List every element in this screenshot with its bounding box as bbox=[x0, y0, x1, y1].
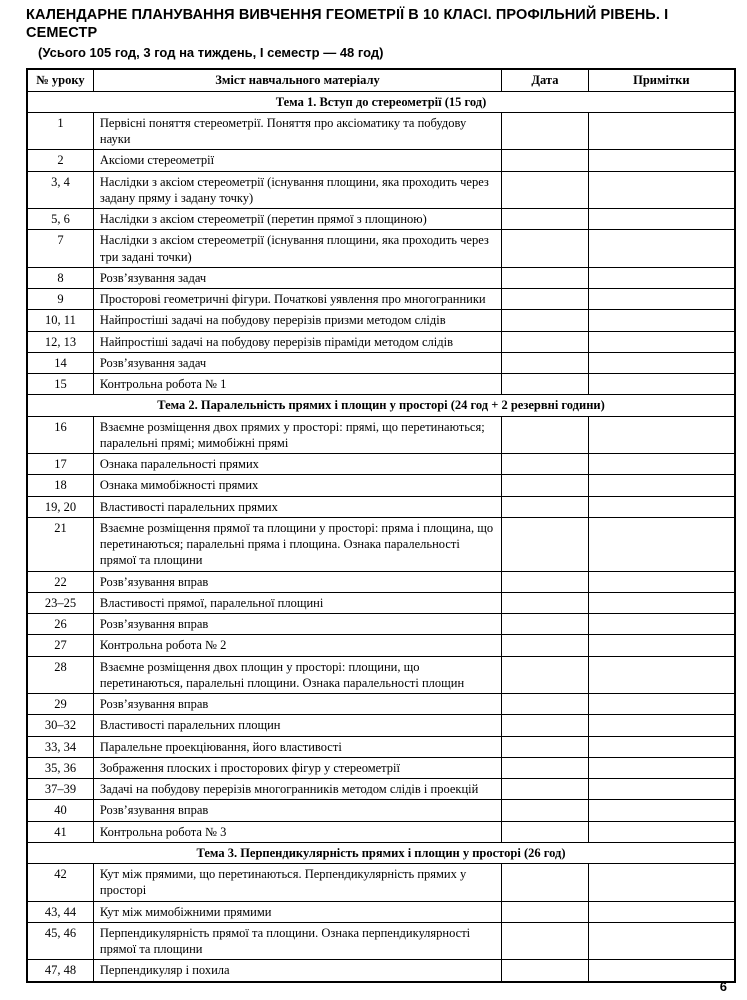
notes-cell bbox=[588, 454, 735, 475]
table-row bbox=[27, 736, 735, 757]
table-row bbox=[27, 901, 735, 922]
content-cell: Наслідки з аксіом стереометрії (існування площини, яка проходить через три задані точки) bbox=[93, 230, 501, 268]
date-cell bbox=[502, 592, 588, 613]
content-cell: Наслідки з аксіом стереометрії (перетин прямої з площиною) bbox=[93, 209, 501, 230]
content-cell: Розв’язування вправ bbox=[93, 800, 501, 821]
table-row bbox=[27, 715, 735, 736]
lesson-number-cell: 7 bbox=[27, 230, 93, 268]
content-cell: Кут між мимобіжними прямими bbox=[93, 901, 501, 922]
lesson-number-cell: 1 bbox=[27, 112, 93, 150]
content-cell: Властивості паралельних площин bbox=[93, 715, 501, 736]
date-cell bbox=[502, 635, 588, 656]
lesson-number-cell: 15 bbox=[27, 374, 93, 395]
content-cell: Контрольна робота № 1 bbox=[93, 374, 501, 395]
table-row bbox=[27, 800, 735, 821]
page-subtitle: (Усього 105 год, 3 год на тиждень, І семестр — 48 год) bbox=[38, 45, 384, 61]
content-cell: Контрольна робота № 3 bbox=[93, 821, 501, 842]
content-cell: Розв’язування вправ bbox=[93, 571, 501, 592]
table-row bbox=[27, 496, 735, 517]
table-row bbox=[27, 230, 735, 268]
notes-cell bbox=[588, 960, 735, 982]
table-row bbox=[27, 614, 735, 635]
page-number: 6 bbox=[719, 979, 727, 994]
content-cell: Просторові геометричні фігури. Початкові уявлення про многогранники bbox=[93, 289, 501, 310]
notes-cell bbox=[588, 779, 735, 800]
content-cell: Властивості прямої, паралельної площині bbox=[93, 592, 501, 613]
lesson-number-cell: 29 bbox=[27, 694, 93, 715]
lesson-number-cell: 5, 6 bbox=[27, 209, 93, 230]
content-cell: Розв’язування задач bbox=[93, 267, 501, 288]
notes-cell bbox=[588, 715, 735, 736]
lesson-number-cell: 33, 34 bbox=[27, 736, 93, 757]
notes-cell bbox=[588, 736, 735, 757]
date-cell bbox=[502, 800, 588, 821]
date-cell bbox=[502, 150, 588, 171]
date-cell bbox=[502, 230, 588, 268]
notes-cell bbox=[588, 694, 735, 715]
date-cell bbox=[502, 901, 588, 922]
date-cell bbox=[502, 454, 588, 475]
lesson-number-cell: 9 bbox=[27, 289, 93, 310]
section-row bbox=[27, 842, 735, 863]
date-cell bbox=[502, 517, 588, 571]
notes-cell bbox=[588, 821, 735, 842]
date-cell bbox=[502, 779, 588, 800]
content-cell: Ознака паралельності прямих bbox=[93, 454, 501, 475]
lesson-number-cell: 10, 11 bbox=[27, 310, 93, 331]
notes-cell bbox=[588, 635, 735, 656]
lesson-number-cell: 2 bbox=[27, 150, 93, 171]
content-cell: Ознака мимобіжності прямих bbox=[93, 475, 501, 496]
header-row bbox=[27, 69, 735, 91]
notes-cell bbox=[588, 901, 735, 922]
lesson-number-cell: 19, 20 bbox=[27, 496, 93, 517]
date-cell bbox=[502, 694, 588, 715]
section-row bbox=[27, 91, 735, 112]
table-row bbox=[27, 656, 735, 694]
column-header-date: Дата bbox=[502, 69, 588, 91]
notes-cell bbox=[588, 310, 735, 331]
notes-cell bbox=[588, 209, 735, 230]
content-cell: Аксіоми стереометрії bbox=[93, 150, 501, 171]
notes-cell bbox=[588, 112, 735, 150]
notes-cell bbox=[588, 496, 735, 517]
lesson-number-cell: 27 bbox=[27, 635, 93, 656]
notes-cell bbox=[588, 171, 735, 209]
date-cell bbox=[502, 209, 588, 230]
lesson-number-cell: 21 bbox=[27, 517, 93, 571]
table-row bbox=[27, 209, 735, 230]
content-cell: Зображення плоских і просторових фігур у стереометрії bbox=[93, 757, 501, 778]
section-label: Тема 3. Перпендикулярність прямих і площин у просторі (26 год) bbox=[27, 842, 735, 863]
table-row bbox=[27, 694, 735, 715]
lesson-number-cell: 43, 44 bbox=[27, 901, 93, 922]
notes-cell bbox=[588, 922, 735, 960]
date-cell bbox=[502, 715, 588, 736]
lesson-number-cell: 28 bbox=[27, 656, 93, 694]
table-row bbox=[27, 267, 735, 288]
content-cell: Задачі на побудову перерізів многогранників методом слідів і проекцій bbox=[93, 779, 501, 800]
date-cell bbox=[502, 864, 588, 902]
planning-table bbox=[26, 68, 736, 982]
lesson-number-cell: 42 bbox=[27, 864, 93, 902]
table-row bbox=[27, 289, 735, 310]
lesson-number-cell: 47, 48 bbox=[27, 960, 93, 982]
date-cell bbox=[502, 571, 588, 592]
lesson-number-cell: 23–25 bbox=[27, 592, 93, 613]
date-cell bbox=[502, 267, 588, 288]
table-row bbox=[27, 864, 735, 902]
table-row bbox=[27, 310, 735, 331]
notes-cell bbox=[588, 517, 735, 571]
lesson-number-cell: 8 bbox=[27, 267, 93, 288]
table-row bbox=[27, 352, 735, 373]
content-cell: Взаємне розміщення двох площин у просторі: площини, що перетинаються, паралельні площини. Ознака паралельності площин bbox=[93, 656, 501, 694]
column-header-lesson-number: № уроку bbox=[27, 69, 93, 91]
date-cell bbox=[502, 821, 588, 842]
content-cell: Найпростіші задачі на побудову перерізів піраміди методом слідів bbox=[93, 331, 501, 352]
lesson-number-cell: 45, 46 bbox=[27, 922, 93, 960]
date-cell bbox=[502, 614, 588, 635]
table-row bbox=[27, 635, 735, 656]
table-row bbox=[27, 171, 735, 209]
table-row bbox=[27, 757, 735, 778]
table-row bbox=[27, 416, 735, 454]
notes-cell bbox=[588, 374, 735, 395]
lesson-number-cell: 17 bbox=[27, 454, 93, 475]
date-cell bbox=[502, 475, 588, 496]
notes-cell bbox=[588, 331, 735, 352]
notes-cell bbox=[588, 352, 735, 373]
notes-cell bbox=[588, 475, 735, 496]
content-cell: Контрольна робота № 2 bbox=[93, 635, 501, 656]
table-row bbox=[27, 112, 735, 150]
content-cell: Розв’язування вправ bbox=[93, 694, 501, 715]
notes-cell bbox=[588, 571, 735, 592]
date-cell bbox=[502, 656, 588, 694]
table-row bbox=[27, 475, 735, 496]
notes-cell bbox=[588, 150, 735, 171]
table-row bbox=[27, 821, 735, 842]
date-cell bbox=[502, 112, 588, 150]
content-cell: Властивості паралельних прямих bbox=[93, 496, 501, 517]
date-cell bbox=[502, 171, 588, 209]
table-row bbox=[27, 374, 735, 395]
date-cell bbox=[502, 416, 588, 454]
date-cell bbox=[502, 960, 588, 982]
table-row bbox=[27, 571, 735, 592]
lesson-number-cell: 41 bbox=[27, 821, 93, 842]
table-row bbox=[27, 779, 735, 800]
content-cell: Розв’язування задач bbox=[93, 352, 501, 373]
date-cell bbox=[502, 352, 588, 373]
lesson-number-cell: 16 bbox=[27, 416, 93, 454]
lesson-number-cell: 22 bbox=[27, 571, 93, 592]
content-cell: Найпростіші задачі на побудову перерізів призми методом слідів bbox=[93, 310, 501, 331]
content-cell: Перпендикуляр і похила bbox=[93, 960, 501, 982]
content-cell: Перпендикулярність прямої та площини. Ознака перпендикулярності прямої та площини bbox=[93, 922, 501, 960]
notes-cell bbox=[588, 416, 735, 454]
notes-cell bbox=[588, 267, 735, 288]
date-cell bbox=[502, 374, 588, 395]
date-cell bbox=[502, 331, 588, 352]
content-cell: Наслідки з аксіом стереометрії (існування площини, яка проходить через задану пряму і задану точку) bbox=[93, 171, 501, 209]
lesson-number-cell: 26 bbox=[27, 614, 93, 635]
notes-cell bbox=[588, 800, 735, 821]
lesson-number-cell: 12, 13 bbox=[27, 331, 93, 352]
lesson-number-cell: 14 bbox=[27, 352, 93, 373]
table-row bbox=[27, 150, 735, 171]
content-cell: Взаємне розміщення прямої та площини у просторі: пряма і площина, що перетинаються; паралельні пряма і площина. Ознака паралельності прямої та площини bbox=[93, 517, 501, 571]
lesson-number-cell: 3, 4 bbox=[27, 171, 93, 209]
notes-cell bbox=[588, 614, 735, 635]
table-row bbox=[27, 454, 735, 475]
notes-cell bbox=[588, 289, 735, 310]
table-row bbox=[27, 331, 735, 352]
lesson-number-cell: 35, 36 bbox=[27, 757, 93, 778]
content-cell: Взаємне розміщення двох прямих у просторі: прямі, що перетинаються; паралельні прямі; мимобіжні прямі bbox=[93, 416, 501, 454]
section-row bbox=[27, 395, 735, 416]
section-label: Тема 1. Вступ до стереометрії (15 год) bbox=[27, 91, 735, 112]
column-header-notes: Примітки bbox=[588, 69, 735, 91]
lesson-number-cell: 40 bbox=[27, 800, 93, 821]
content-cell: Розв’язування вправ bbox=[93, 614, 501, 635]
table-body bbox=[27, 91, 735, 982]
date-cell bbox=[502, 496, 588, 517]
notes-cell bbox=[588, 592, 735, 613]
date-cell bbox=[502, 310, 588, 331]
table-row bbox=[27, 922, 735, 960]
content-cell: Первісні поняття стереометрії. Поняття про аксіоматику та побудову науки bbox=[93, 112, 501, 150]
date-cell bbox=[502, 289, 588, 310]
lesson-number-cell: 37–39 bbox=[27, 779, 93, 800]
date-cell bbox=[502, 922, 588, 960]
table-row bbox=[27, 517, 735, 571]
table-row bbox=[27, 592, 735, 613]
lesson-number-cell: 18 bbox=[27, 475, 93, 496]
date-cell bbox=[502, 736, 588, 757]
notes-cell bbox=[588, 230, 735, 268]
notes-cell bbox=[588, 864, 735, 902]
lesson-number-cell: 30–32 bbox=[27, 715, 93, 736]
table-row bbox=[27, 960, 735, 982]
notes-cell bbox=[588, 656, 735, 694]
content-cell: Паралельне проекціювання, його властивості bbox=[93, 736, 501, 757]
date-cell bbox=[502, 757, 588, 778]
content-cell: Кут між прямими, що перетинаються. Перпендикулярність прямих у просторі bbox=[93, 864, 501, 902]
notes-cell bbox=[588, 757, 735, 778]
section-label: Тема 2. Паралельність прямих і площин у просторі (24 год + 2 резервні години) bbox=[27, 395, 735, 416]
page-title: КАЛЕНДАРНЕ ПЛАНУВАННЯ ВИВЧЕННЯ ГЕОМЕТРІЇ В 10 КЛАСІ. ПРОФІЛЬНИЙ РІВЕНЬ. І СЕМЕСТР bbox=[26, 7, 669, 42]
column-header-content: Зміст навчального матеріалу bbox=[93, 69, 501, 91]
